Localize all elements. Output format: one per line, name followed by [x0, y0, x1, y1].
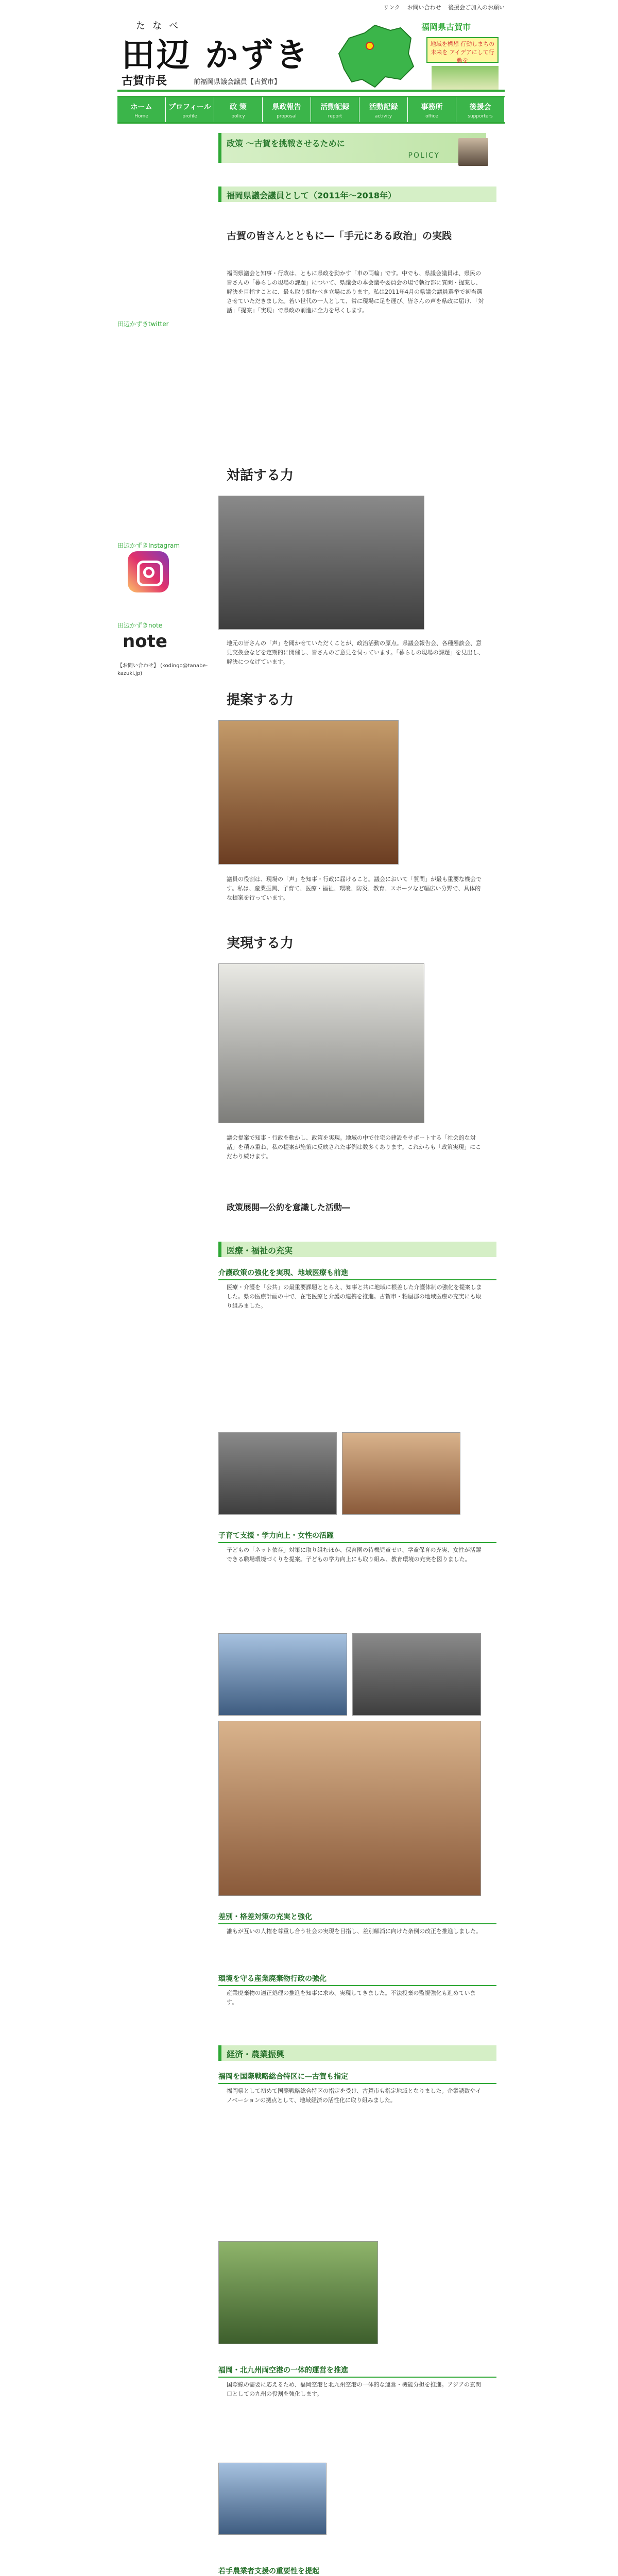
header-landscape-image [432, 66, 499, 90]
nav-sublabel: Home [134, 114, 148, 119]
proposal-body: 議員の役割は、現場の「声」を知事・行政に届けること。議会において「質問」が最も重要な機会です。私は、産業振興、子育て、医療・福祉、環境、防災、教育、スポーツなど幅広い分野で、具体的な提案を行っています。 [227, 876, 482, 901]
nav-office[interactable] [408, 97, 456, 122]
nav-label: 後援会 [469, 103, 491, 111]
subheading-economy-2: 福岡・北九州両空港の一体的運営を推進 [218, 2365, 496, 2378]
instagram-label: 田辺かずきInstagram [117, 542, 180, 549]
nav-label: 政 策 [230, 103, 247, 111]
nav-supporters[interactable] [456, 97, 505, 122]
economy-body-2: 国際線の需要に応えるため、福岡空港と北九州空港の一体的な運営・機能分担を推進。アジアの玄関口としての九州の役割を強化します。 [227, 2381, 482, 2397]
policy-subtitle: POLICY [408, 151, 440, 160]
nav-label: ホーム [130, 103, 152, 111]
twitter-link[interactable]: 田辺かずきtwitter [117, 320, 169, 328]
site-logo-name[interactable]: 田辺 かずき [122, 36, 311, 75]
nav-proposal[interactable] [263, 97, 311, 122]
prefecture-map-icon [334, 23, 416, 90]
realize-body: 議会提案で知事・行政を動かし、政策を実現。地域の中で住宅の建設をサポートする「社会的な対話」を積み重ね、私の提案が施策に反映された事例は数多くあります。これからも「政策実現」にこだわり続けます。 [227, 1134, 482, 1160]
nav-label: 活動記録 [320, 103, 350, 111]
heading-economy: 経済・農業振興 [218, 2045, 496, 2061]
heading-proposal: 提案する力 [227, 692, 294, 708]
medical-body-2: 子どもの「ネット依存」対策に取り組むほか、保育園の待機児童ゼロ、学童保育の充実、女性が活躍できる職場環境づくりを提案。子どもの学力向上にも取り組み、教育環境の充実を図りました。 [227, 1547, 482, 1563]
section-lead: 古賀の皆さんとともに―「手元にある政治」の実践 [227, 230, 452, 242]
instagram-icon[interactable] [128, 551, 169, 592]
subheading-medical-4: 環境を守る産業廃棄物行政の強化 [218, 1973, 496, 1986]
nav-sublabel: activity [374, 114, 392, 119]
medical-body-3: 誰もが互いの人権を尊重し合う社会の実現を目指し、差別解消に向けた条例の改正を推進しました。 [227, 1928, 482, 1935]
dialogue-photo [218, 496, 424, 630]
global-nav [117, 96, 505, 124]
proposal-photo [218, 720, 399, 865]
subheading-medical-1: 介護政策の強化を実現、地域医療も前進 [218, 1267, 496, 1280]
site-header [117, 14, 505, 92]
children-group-photo [218, 1721, 481, 1896]
ambulance-photo [218, 1432, 337, 1515]
section-body: 福岡県議会と知事・行政は、ともに県政を動かす「車の両輪」です。中でも、県議会議員は、県民の皆さんの「暮らしの現場の課題」について、県議会の本会議や委員会の場で執行部に質問・提案し、解決を目指すことに、最も取り組むべき立場にあります。私は2011年4月の県議会議員選挙で初当選させていただきました。若い世代の一人として、常に現場に足を運び、皆さんの声を県政に届け、「対話」「提案」「実現」で県政の前進に全力を尽くします。 [227, 270, 484, 314]
newspaper-photo [218, 963, 424, 1123]
slogan-badge: 地域を構想 行動しまちの未来を アイデアにして行動を [426, 37, 499, 63]
subheading-economy-3: 若手農業者支援の重要性を提起 [218, 2566, 496, 2576]
medical-body-1: 医療・介護を「公共」の最重要課題ととらえ、知事と共に地域に根差した介護体制の強化を提案しました。県の医療計画の中で、在宅医療と介護の連携を推進。古賀市・粕屋郡の地域医療の充実にも取り組みました。 [227, 1284, 482, 1309]
nav-policy[interactable] [214, 97, 263, 122]
nav-activity[interactable] [359, 97, 408, 122]
airport-photo [218, 2463, 327, 2535]
meeting-photo-1 [218, 1633, 347, 1716]
site-subtitle: 前福岡県議会議員【古賀市】 [194, 78, 281, 86]
section-heading-council: 福岡県議会議員として（2011年～2018年） [218, 187, 496, 202]
nav-sublabel: proposal [277, 114, 297, 119]
contact-caption: 【お問い合わせ】 (kodingo@tanabe-kazuki.jp) [117, 663, 208, 676]
meeting-photo-2 [352, 1633, 481, 1716]
page [117, 0, 505, 2576]
site-title-role: 古賀市長 [122, 75, 167, 88]
nav-home[interactable] [117, 97, 166, 122]
care-photo [342, 1432, 460, 1515]
economy-body-1: 福岡県として初めて国際戦略総合特区の指定を受け、古賀市も指定地域となりました。企業誘致やイノベーションの拠点として、地域経済の活性化に取り組みました。 [227, 2088, 482, 2104]
heading-realize: 実現する力 [227, 936, 294, 951]
factory-photo [218, 2241, 378, 2344]
nav-sublabel: profile [182, 114, 197, 119]
top-link-contact[interactable]: お問い合わせ [407, 4, 441, 11]
activity-heading: 政策展開―公約を意識した活動― [227, 1202, 351, 1212]
subheading-medical-2: 子育て支援・学力向上・女性の活躍 [218, 1530, 496, 1543]
nav-label: 県政報告 [272, 103, 301, 111]
subheading-medical-3: 差別・格差対策の充実と強化 [218, 1911, 496, 1924]
nav-sublabel: office [425, 114, 438, 119]
city-label: 福岡県古賀市 [421, 22, 471, 32]
nav-label: 活動記録 [369, 103, 398, 111]
policy-title: 政策 ～古賀を挑戦させるために [227, 139, 345, 148]
nav-label: 事務所 [421, 103, 443, 111]
heading-dialogue: 対話する力 [227, 468, 294, 483]
name-ruby: たなべ [136, 21, 185, 31]
top-links [378, 3, 505, 11]
medical-body-4: 産業廃棄物の適正処理の推進を知事に求め、実現してきました。不法投棄の監視強化も進めています。 [227, 1990, 476, 2006]
nav-profile[interactable] [166, 97, 214, 122]
dialogue-body: 地元の皆さんの「声」を聞かせていただくことが、政治活動の原点。県議会報告会、各種懇談会、意見交換会などを定期的に開催し、皆さんのご意見を伺っています。「暮らしの現場の課題」を見出し、解決につなげています。 [227, 640, 484, 665]
nav-sublabel: supporters [468, 114, 493, 119]
note-label: 田辺かずきnote [117, 622, 163, 629]
top-link-join[interactable]: 後援会ご加入のお願い [448, 4, 505, 11]
note-logo-icon[interactable]: note [123, 631, 167, 652]
nav-label: プロフィール [168, 103, 211, 111]
nav-sublabel: policy [231, 114, 245, 119]
heading-medical: 医療・福祉の充実 [218, 1242, 496, 1257]
top-link-links[interactable]: リンク [383, 4, 400, 11]
nav-sublabel: report [328, 114, 342, 119]
subheading-economy-1: 福岡を国際戦略総合特区に―古賀も指定 [218, 2071, 496, 2084]
nav-report[interactable] [311, 97, 359, 122]
avatar [458, 138, 488, 166]
policy-banner [218, 133, 486, 163]
